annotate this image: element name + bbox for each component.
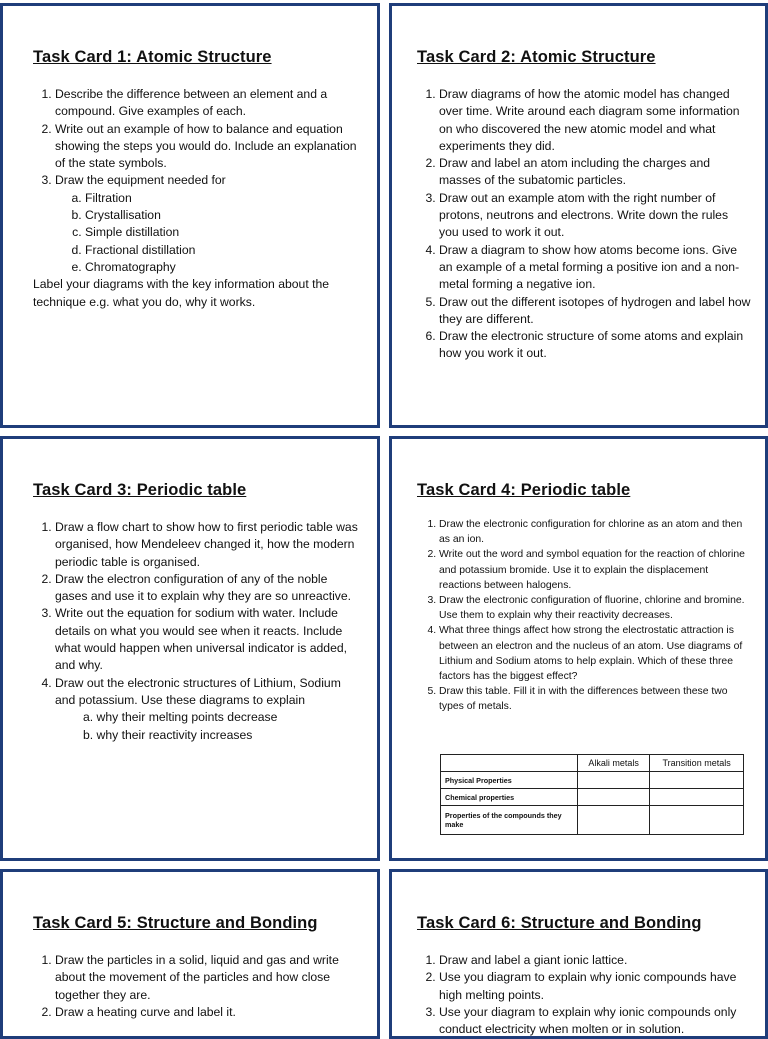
list-item: 5. Draw out the different isotopes of hydrogen and label how they are different. (439, 294, 751, 329)
list-item: 3. Draw the electronic configuration of fluorine, chlorine and bromine. Use them to explain why their reactivity decreases. (439, 593, 751, 623)
list-item (55, 675, 363, 744)
table-cell (650, 806, 744, 835)
list-item: a. Filtration (85, 190, 363, 207)
list-item: 2. Draw and label an atom including the charges and masses of the subatomic particles. (439, 155, 751, 190)
table-row (441, 806, 744, 835)
task-list (417, 517, 751, 715)
list-item: 1. Draw the particles in a solid, liquid and gas and write about the movement of the particles and how close together they are. (55, 952, 363, 1004)
card-body (33, 519, 363, 744)
card-title: Task Card 4: Periodic table (417, 481, 631, 499)
card-title: Task Card 2: Atomic Structure (417, 48, 656, 66)
task-card-3 (0, 436, 380, 861)
sub-item-a: a. why their melting points decrease (83, 710, 278, 725)
table-cell (650, 789, 744, 806)
list-item: 2. Write out an example of how to balance and equation showing the steps you would do. Include an explanation of the state symbols. (55, 121, 363, 173)
card-body (33, 86, 363, 311)
list-item: e. Chromatography (85, 259, 363, 276)
task-card-1 (0, 3, 380, 428)
table-header-row (441, 755, 744, 772)
card-body (33, 952, 363, 1021)
task-list (33, 952, 363, 1021)
column-header-transition: Transition metals (650, 755, 744, 772)
list-item: 2. Write out the word and symbol equation for the reaction of chlorine and potassium bromide. Use it to explain the displacement reactions between halogens. (439, 547, 751, 593)
list-item: d. Fractional distillation (85, 242, 363, 259)
row-label: Properties of the compounds they make (441, 806, 578, 835)
list-item-text: Draw out the electronic structures of Lithium, Sodium and potassium. Use these diagrams to explain (55, 675, 341, 707)
list-item: b. Crystallisation (85, 207, 363, 224)
task-list (33, 519, 363, 744)
list-item: 3. Draw out an example atom with the right number of protons, neutrons and electrons. Write down the rules you used to work it out. (439, 190, 751, 242)
metals-table (440, 754, 744, 835)
card-title: Task Card 3: Periodic table (33, 481, 247, 499)
task-list (33, 86, 363, 276)
list-item: 3. Write out the equation for sodium with water. Include details on what you would see when it reacts. Include what would happen when universal indicator is added, and why. (55, 605, 363, 674)
list-item-text: Draw the equipment needed for (55, 173, 226, 188)
table-row (441, 789, 744, 806)
list-item: 2. Draw the electron configuration of any of the noble gases and use it to explain why they are so unreactive. (55, 571, 363, 606)
list-item: 2. Draw a heating curve and label it. (55, 1004, 363, 1021)
list-item: 5. Draw this table. Fill it in with the differences between these two types of metals. (439, 684, 751, 714)
list-item: 1. Draw and label a giant ionic lattice. (439, 952, 751, 969)
sub-item-b: b. why their reactivity increases (83, 727, 253, 742)
card-body (417, 952, 751, 1038)
card-title: Task Card 6: Structure and Bonding (417, 914, 702, 932)
task-card-6 (389, 869, 768, 1039)
card-title: Task Card 1: Atomic Structure (33, 48, 272, 66)
list-item: 1. Draw the electronic configuration for chlorine as an atom and then as an ion. (439, 517, 751, 547)
row-label: Physical Properties (441, 772, 578, 789)
task-card-5 (0, 869, 380, 1039)
column-header-alkali: Alkali metals (578, 755, 650, 772)
list-item: 1. Draw a flow chart to show how to first periodic table was organised, how Mendeleev changed it, how the modern periodic table is organised. (55, 519, 363, 571)
list-item: 2. Use you diagram to explain why ionic compounds have high melting points. (439, 969, 751, 1004)
task-card-4 (389, 436, 768, 861)
task-list (417, 952, 751, 1038)
table-corner-cell (441, 755, 578, 772)
list-item: 4. What three things affect how strong the electrostatic attraction is between an electron and the nucleus of an atom. Use diagrams of Lithium and Sodium atoms to help explain. Which of these three factors has the biggest effect? (439, 623, 751, 684)
task-list (417, 86, 751, 363)
card-body (417, 517, 751, 715)
card-title: Task Card 5: Structure and Bonding (33, 914, 318, 932)
table-row (441, 772, 744, 789)
list-item: 6. Draw the electronic structure of some atoms and explain how you work it out. (439, 328, 751, 363)
card-note: Label your diagrams with the key information about the technique e.g. what you do, why it works. (33, 277, 330, 309)
table-cell (578, 772, 650, 789)
equipment-list (55, 190, 363, 276)
table-cell (578, 806, 650, 835)
list-item: c. Simple distillation (85, 224, 363, 241)
list-item: 1. Describe the difference between an element and a compound. Give examples of each. (55, 86, 363, 121)
task-card-2 (389, 3, 768, 428)
list-item: 3. Use your diagram to explain why ionic compounds only conduct electricity when molten or in solution. (439, 1004, 751, 1039)
list-item: 1. Draw diagrams of how the atomic model has changed over time. Write around each diagram some information on who discovered the new atomic model and what experiments they did. (439, 86, 751, 155)
list-item (55, 172, 363, 276)
row-label: Chemical properties (441, 789, 578, 806)
list-item: 4. Draw a diagram to show how atoms become ions. Give an example of a metal forming a positive ion and a non-metal forming a negative ion. (439, 242, 751, 294)
card-body (417, 86, 751, 363)
table-cell (650, 772, 744, 789)
table-cell (578, 789, 650, 806)
